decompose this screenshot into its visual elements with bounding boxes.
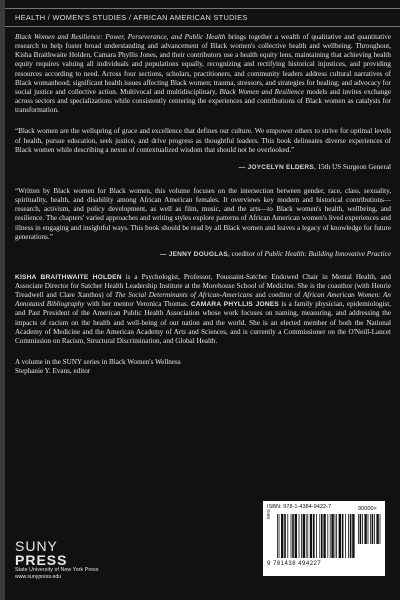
quote-attribution xyxy=(15,156,391,174)
blurb-text-1: brings together a wealth of qualitative and quantitative research to help foster broad understanding and advancement of Black women's collective health and wellbeing. Throughout, Kisha Braithwaite Holden, Camara Phyllis Jones, and their contributors use a health equity lens, maintaining that achieving health equity requires valuing all individuals and populations equally, recognizing and rectifying historical injustices, and providing resources according to need. Across four sections, scholars, practitioners, and community leaders address cultural narratives of Black womanhood; significant health issues affecting Black women; trauma, stressors, and strategies for healing; and advocacy for social justice and collective action. Multivocal and multidisciplinary, xyxy=(15,33,391,96)
series-line: A volume in the SUNY series in Black Women's Wellness xyxy=(15,358,181,367)
price-barcode xyxy=(358,514,382,544)
quote-author-title: , 15th US Surgeon General xyxy=(313,162,391,171)
editor-name-holden: KISHA BRAITHWAITE HOLDEN xyxy=(15,273,122,281)
publisher-name: State University of New York Press xyxy=(15,567,99,573)
series-editor: Stephanie Y. Evans, editor xyxy=(15,367,91,376)
author-bios xyxy=(15,273,391,346)
endorsement-douglas xyxy=(15,187,391,261)
description-blurb xyxy=(15,33,391,115)
book-title-short: Black Women and Resilience xyxy=(219,87,305,96)
book-title: Black Women and Resilience: Power, Perseverance, and Public Health xyxy=(15,33,226,41)
bio-text-4: is a family physician, epidemiologist, and Past President of the American Public Health Association whose work focuses on naming, measuring, and addressing the impacts of racism on the health and well-being of our nation and the world. She is an elected member of both the National Academy of Medicine and the American Academy of Arts and Sciences, and is currently a Commissioner on the O'Neill-Lancet Commission on Racism, Structural Discrimination, and Global Health. xyxy=(15,300,392,345)
isbn-barcode xyxy=(277,514,355,558)
barcode-box xyxy=(263,501,385,576)
bio-paragraph xyxy=(15,273,391,346)
quote-author-title: , coeditor of xyxy=(228,249,265,258)
price-code: 90000> xyxy=(358,506,377,512)
endorsement-elders xyxy=(15,127,391,173)
quote-text: “Written by Black women for Black women, this volume focuses on the intersection between gender, race, class, sexuality, spirituality, health, and disability among African American females. It overviews key modern and historical contributions—research, activism, and policy development, as well as film, music, and the arts—to Black women's health, wellbeing, and resilience. The chapters' varied approaches and writing styles explore patterns of African American women's lived experiences and illness in engaging and insightful ways. This book should be read by all Black women and leaves a legacy of knowledge for future generations.” xyxy=(15,186,391,241)
blurb-text-2: models and invites exchange across sectors and specializations while consistently centering the experiences and contributions of Black women as catalysts for transformation. xyxy=(15,87,391,115)
quote-attribution xyxy=(15,243,391,261)
blurb-paragraph xyxy=(15,33,391,115)
quote-author-book: Public Health: Building Innovative Practice xyxy=(264,249,391,258)
logo-suny: SUNY xyxy=(15,538,58,554)
cover-body xyxy=(15,33,391,376)
publisher-logo xyxy=(15,540,99,580)
category-label: HEALTH / WOMEN'S STUDIES / AFRICAN AMERICAN STUDIES xyxy=(15,13,248,22)
quote-author: — JOYCELYN ELDERS xyxy=(238,163,314,171)
editor-name-jones: CAMARA PHYLLIS JONES xyxy=(190,301,280,309)
series-note xyxy=(15,358,391,376)
barcode-digits: 9 781438 494227 xyxy=(267,561,322,567)
bio-text-3: with her mentor Veronica Thomas. xyxy=(84,300,191,309)
category-bar xyxy=(5,8,400,27)
publisher-url: www.sunypress.edu xyxy=(15,574,62,580)
quote-text: “Black women are the wellspring of grace and excellence that defines our culture. We empower others to strive for optimal levels of health, pursue education, seek justice, and drive progress as thoughtful leaders. This book delineates diverse experiences of Black women while describing a nexus of contextualized wisdom that should not be overlooked.” xyxy=(15,127,391,154)
mfg-label: MFG xyxy=(266,509,271,519)
logo-press: PRESS xyxy=(15,552,68,568)
bio-text-2: and coeditor of xyxy=(252,291,304,300)
bio-text-1: is a Psychologist, Professor, Poussaint-Satcher Endowed Chair in Mental Health, and Associate Director for Satcher Health Leadership Institute at the Morehouse School of Medicine. She is the coauthor (with Henrie Treadwell and Clare Xanthos) of xyxy=(15,272,391,300)
bio-book-1: The Social Determinants of African-Americans xyxy=(114,291,253,300)
quote-author: — JENNY DOUGLAS xyxy=(159,250,228,258)
bio-book-2: African American Women: An Annotated Bibliography xyxy=(15,291,391,309)
isbn-label: ISBN: 978-1-4384-9422-7 xyxy=(267,504,332,510)
